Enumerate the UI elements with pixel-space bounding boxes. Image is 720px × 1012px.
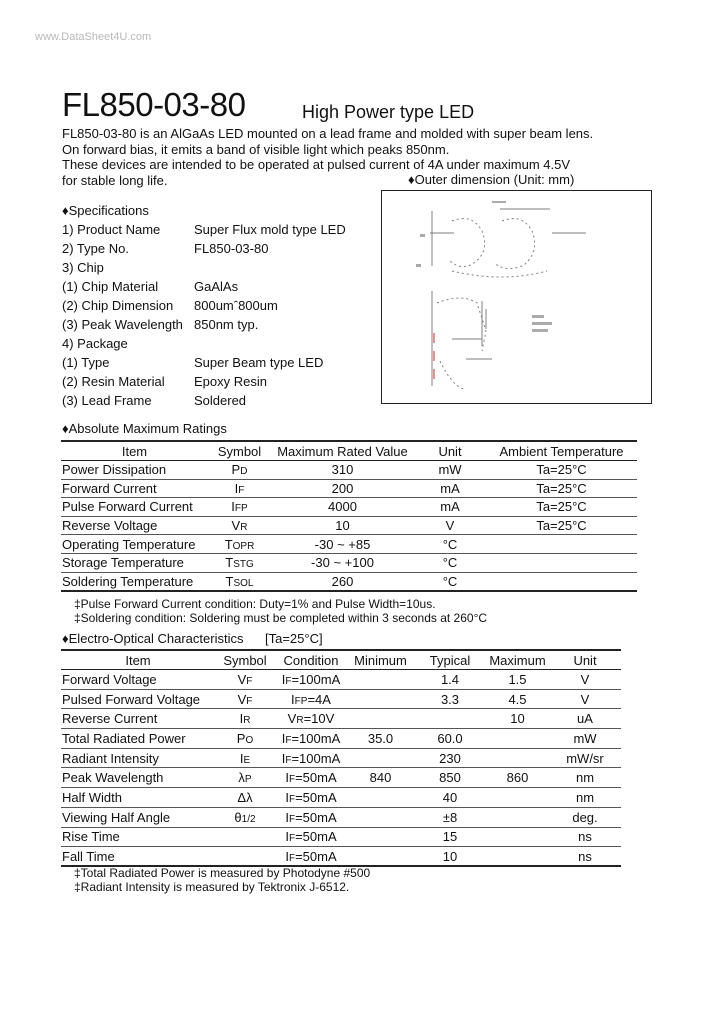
abs-max-table [61, 440, 637, 592]
maximum-cell [486, 729, 549, 749]
spec-row [62, 298, 278, 313]
col-header: Item [61, 650, 215, 670]
item-cell: Viewing Half Angle [61, 807, 215, 827]
unit-cell: deg. [549, 807, 621, 827]
typical-cell: 1.4 [414, 670, 486, 690]
col-header: Condition [275, 650, 347, 670]
typical-cell: 10 [414, 847, 486, 867]
col-header: Minimum [347, 650, 414, 670]
symbol: V [231, 518, 241, 534]
condition-symbol: I [281, 750, 286, 766]
condition-cell [275, 689, 347, 709]
table-row [61, 498, 637, 517]
maximum-cell: 10 [486, 709, 549, 729]
table-row [61, 729, 621, 749]
condition-value: =50mA [295, 829, 337, 845]
minimum-cell [347, 689, 414, 709]
symbol: P [231, 462, 241, 478]
spec-row [62, 222, 346, 237]
condition-value: =100mA [291, 730, 341, 746]
spec-row [62, 393, 247, 408]
unit-cell: uA [549, 709, 621, 729]
symbol-subscript: F [246, 675, 253, 687]
condition-symbol: I [281, 671, 286, 687]
value-cell: 10 [271, 516, 414, 535]
symbol-cell [208, 553, 271, 572]
condition-symbol: V [287, 711, 297, 727]
minimum-cell [347, 788, 414, 808]
table-row [61, 827, 621, 847]
condition-cell [275, 847, 347, 867]
outer-dimension-label: ♦Outer dimension (Unit: mm) [408, 172, 575, 187]
symbol-subscript: O [245, 734, 254, 746]
specifications-heading: ♦Specifications [62, 203, 149, 218]
maximum-cell [486, 788, 549, 808]
minimum-cell [347, 847, 414, 867]
col-header: Maximum Rated Value [271, 441, 414, 461]
spec-row [62, 374, 267, 389]
symbol: I [239, 750, 244, 766]
unit-cell: V [549, 670, 621, 690]
page-subtitle: High Power type LED [302, 102, 475, 122]
eo-note: ‡Radiant Intensity is measured by Tektronix J-6512. [74, 880, 350, 894]
condition-subscript: FP [294, 695, 308, 707]
condition-subscript: F [288, 774, 296, 786]
symbol: P [236, 730, 246, 746]
item-cell: Power Dissipation [61, 461, 208, 480]
spec-label: (1) Type [62, 355, 110, 370]
unit-cell: V [414, 516, 486, 535]
watermark: www.DataSheet4U.com [35, 31, 152, 43]
condition-symbol: I [285, 848, 289, 864]
unit-cell: mW [414, 461, 486, 480]
col-header: Item [61, 441, 208, 461]
table-header-row [61, 650, 621, 670]
condition-value: =50mA [295, 789, 337, 805]
spec-value: Super Beam type LED [194, 355, 324, 370]
col-header: Typical [414, 650, 486, 670]
unit-cell: mA [414, 479, 486, 498]
symbol: I [231, 499, 235, 515]
item-cell: Pulsed Forward Voltage [61, 689, 215, 709]
table-row [61, 847, 621, 867]
unit-cell: °C [414, 553, 486, 572]
minimum-cell [347, 670, 414, 690]
table-row [61, 535, 637, 554]
symbol-cell [215, 788, 275, 808]
ambient-cell [486, 553, 637, 572]
symbol: T [225, 555, 234, 571]
symbol: V [237, 671, 247, 687]
condition-value: =50mA [295, 848, 337, 864]
minimum-cell [347, 748, 414, 768]
spec-value: Soldered [194, 393, 247, 408]
unit-cell: mW/sr [549, 748, 621, 768]
symbol-cell [215, 709, 275, 729]
typical-cell: 230 [414, 748, 486, 768]
value-cell: 260 [271, 572, 414, 591]
minimum-cell [347, 827, 414, 847]
table-row [61, 553, 637, 572]
symbol: Δλ [237, 789, 253, 805]
symbol-subscript: F [238, 484, 245, 496]
outer-dimension-drawing [381, 190, 652, 404]
table-row [61, 572, 637, 591]
condition-cell [275, 827, 347, 847]
col-header: Unit [549, 650, 621, 670]
condition-value: =4A [307, 691, 331, 707]
maximum-cell [486, 807, 549, 827]
condition-value: =100mA [291, 671, 341, 687]
ambient-cell: Ta=25°C [486, 479, 637, 498]
eo-condition: [Ta=25°C] [265, 631, 323, 646]
maximum-cell: 860 [486, 768, 549, 788]
spec-label: 1) Product Name [62, 222, 161, 237]
spec-row [62, 317, 259, 332]
condition-cell [275, 807, 347, 827]
item-cell: Forward Voltage [61, 670, 215, 690]
symbol-subscript: D [240, 466, 248, 478]
condition-cell [275, 709, 347, 729]
symbol-cell [208, 479, 271, 498]
condition-symbol: I [291, 691, 295, 707]
item-cell: Fall Time [61, 847, 215, 867]
value-cell: -30 ~ +85 [271, 535, 414, 554]
spec-label: (1) Chip Material [62, 279, 159, 294]
eo-heading: ♦Electro-Optical Characteristics [62, 631, 244, 646]
condition-subscript: F [288, 813, 296, 825]
condition-subscript: F [285, 754, 292, 766]
typical-cell [414, 709, 486, 729]
item-cell: Half Width [61, 788, 215, 808]
item-cell: Rise Time [61, 827, 215, 847]
item-cell: Operating Temperature [61, 535, 208, 554]
condition-subscript: F [285, 734, 292, 746]
unit-cell: ns [549, 847, 621, 867]
spec-value: 850nm typ. [194, 317, 259, 332]
ambient-cell: Ta=25°C [486, 498, 637, 517]
intro-line: These devices are intended to be operated at pulsed current of 4A under maximum 4.5V [62, 157, 571, 173]
unit-cell: mA [414, 498, 486, 517]
col-header: Symbol [215, 650, 275, 670]
table-header-row [61, 441, 637, 461]
symbol-subscript: F [246, 695, 253, 707]
typical-cell: 3.3 [414, 689, 486, 709]
symbol-cell [215, 670, 275, 690]
condition-symbol: I [285, 829, 289, 845]
maximum-cell [486, 748, 549, 768]
intro-line: On forward bias, it emits a band of visible light which peaks 850nm. [62, 141, 450, 157]
condition-symbol: I [285, 809, 289, 825]
maximum-cell: 1.5 [486, 670, 549, 690]
value-cell: 310 [271, 461, 414, 480]
symbol-cell [215, 729, 275, 749]
eo-table [61, 649, 621, 867]
spec-value: 800umˆ800um [194, 298, 278, 313]
condition-cell [275, 788, 347, 808]
condition-value: =50mA [295, 809, 337, 825]
minimum-cell [347, 709, 414, 729]
value-cell: 200 [271, 479, 414, 498]
unit-cell: nm [549, 768, 621, 788]
spec-row [62, 279, 239, 294]
condition-symbol: I [281, 730, 286, 746]
typical-cell: 60.0 [414, 729, 486, 749]
symbol-cell [215, 748, 275, 768]
symbol: I [234, 480, 239, 496]
col-header: Ambient Temperature [486, 441, 637, 461]
condition-cell [275, 729, 347, 749]
condition-value: =10V [303, 711, 335, 727]
condition-value: =50mA [295, 770, 337, 786]
condition-cell [275, 768, 347, 788]
symbol: V [237, 691, 247, 707]
table-row [61, 670, 621, 690]
minimum-cell: 840 [347, 768, 414, 788]
table-row [61, 461, 637, 480]
ambient-cell [486, 535, 637, 554]
condition-subscript: F [288, 852, 296, 864]
abs-max-note: ‡Soldering condition: Soldering must be completed within 3 seconds at 260°C [74, 611, 488, 625]
spec-label: (3) Peak Wavelength [62, 317, 183, 332]
unit-cell: mW [549, 729, 621, 749]
intro-line: FL850-03-80 is an AlGaAs LED mounted on a lead frame and molded with super beam lens. [62, 126, 594, 141]
table-row [61, 479, 637, 498]
symbol: I [239, 711, 244, 727]
table-row [61, 709, 621, 729]
typical-cell: 40 [414, 788, 486, 808]
symbol-cell [208, 535, 271, 554]
symbol: λ [238, 770, 245, 786]
maximum-cell [486, 827, 549, 847]
condition-subscript: R [296, 715, 304, 727]
maximum-cell [486, 847, 549, 867]
spec-row [62, 241, 269, 256]
symbol-cell [215, 768, 275, 788]
minimum-cell: 35.0 [347, 729, 414, 749]
col-header: Unit [414, 441, 486, 461]
symbol-cell [215, 847, 275, 867]
symbol-cell [208, 498, 271, 517]
symbol-subscript: SOL [233, 577, 254, 589]
table-row [61, 516, 637, 535]
col-header: Maximum [486, 650, 549, 670]
symbol: θ [234, 809, 242, 825]
table-row [61, 807, 621, 827]
spec-row [62, 260, 104, 275]
condition-subscript: F [288, 833, 296, 845]
ambient-cell: Ta=25°C [486, 516, 637, 535]
item-cell: Reverse Voltage [61, 516, 208, 535]
intro-line: for stable long life. [62, 172, 168, 188]
spec-label: 4) Package [62, 336, 128, 351]
unit-cell: °C [414, 572, 486, 591]
symbol-cell [215, 807, 275, 827]
spec-label: (3) Lead Frame [62, 393, 152, 408]
condition-subscript: F [288, 793, 296, 805]
ambient-cell [486, 572, 637, 591]
abs-max-heading: ♦Absolute Maximum Ratings [62, 421, 227, 436]
col-header: Symbol [208, 441, 271, 461]
maximum-cell: 4.5 [486, 689, 549, 709]
item-cell: Peak Wavelength [61, 768, 215, 788]
spec-row [62, 355, 324, 370]
typical-cell: 850 [414, 768, 486, 788]
condition-cell [275, 670, 347, 690]
spec-value: FL850-03-80 [194, 241, 269, 256]
symbol-cell [215, 689, 275, 709]
unit-cell: °C [414, 535, 486, 554]
symbol-subscript: R [243, 715, 251, 727]
condition-subscript: F [285, 675, 292, 687]
symbol-cell [208, 461, 271, 480]
symbol-cell [208, 572, 271, 591]
value-cell: -30 ~ +100 [271, 553, 414, 572]
symbol-subscript: P [244, 774, 252, 786]
table-row [61, 768, 621, 788]
item-cell: Forward Current [61, 479, 208, 498]
spec-value: GaAlAs [194, 279, 239, 294]
item-cell: Total Radiated Power [61, 729, 215, 749]
unit-cell: nm [549, 788, 621, 808]
typical-cell: 15 [414, 827, 486, 847]
dimension-drawing-svg [382, 191, 651, 403]
table-row [61, 689, 621, 709]
table-row [61, 788, 621, 808]
item-cell: Reverse Current [61, 709, 215, 729]
spec-value: Epoxy Resin [194, 374, 267, 389]
spec-label: (2) Resin Material [62, 374, 165, 389]
symbol-subscript: FP [234, 503, 248, 515]
unit-cell: ns [549, 827, 621, 847]
eo-note: ‡Total Radiated Power is measured by Photodyne #500 [74, 866, 371, 880]
symbol: T [224, 536, 233, 552]
item-cell: Pulse Forward Current [61, 498, 208, 517]
ambient-cell: Ta=25°C [486, 461, 637, 480]
condition-cell [275, 748, 347, 768]
symbol-subscript: OPR [232, 540, 255, 552]
spec-value: Super Flux mold type LED [194, 222, 346, 237]
symbol-subscript: 1/2 [241, 813, 256, 825]
symbol-subscript: E [243, 754, 251, 766]
condition-symbol: I [285, 770, 289, 786]
condition-value: =100mA [291, 750, 341, 766]
value-cell: 4000 [271, 498, 414, 517]
abs-max-note: ‡Pulse Forward Current condition: Duty=1% and Pulse Width=10us. [74, 597, 436, 611]
symbol-cell [215, 827, 275, 847]
item-cell: Radiant Intensity [61, 748, 215, 768]
spec-label: 2) Type No. [62, 241, 129, 256]
spec-label: (2) Chip Dimension [62, 298, 174, 313]
item-cell: Soldering Temperature [61, 572, 208, 591]
item-cell: Storage Temperature [61, 553, 208, 572]
minimum-cell [347, 807, 414, 827]
condition-symbol: I [285, 789, 289, 805]
symbol-subscript: R [240, 522, 248, 534]
spec-row [62, 336, 128, 351]
table-row [61, 748, 621, 768]
symbol-subscript: STG [233, 559, 254, 571]
spec-label: 3) Chip [62, 260, 104, 275]
symbol-cell [208, 516, 271, 535]
page-title: FL850-03-80 [62, 86, 246, 123]
symbol: T [225, 573, 234, 589]
unit-cell: V [549, 689, 621, 709]
typical-cell: ±8 [414, 807, 486, 827]
